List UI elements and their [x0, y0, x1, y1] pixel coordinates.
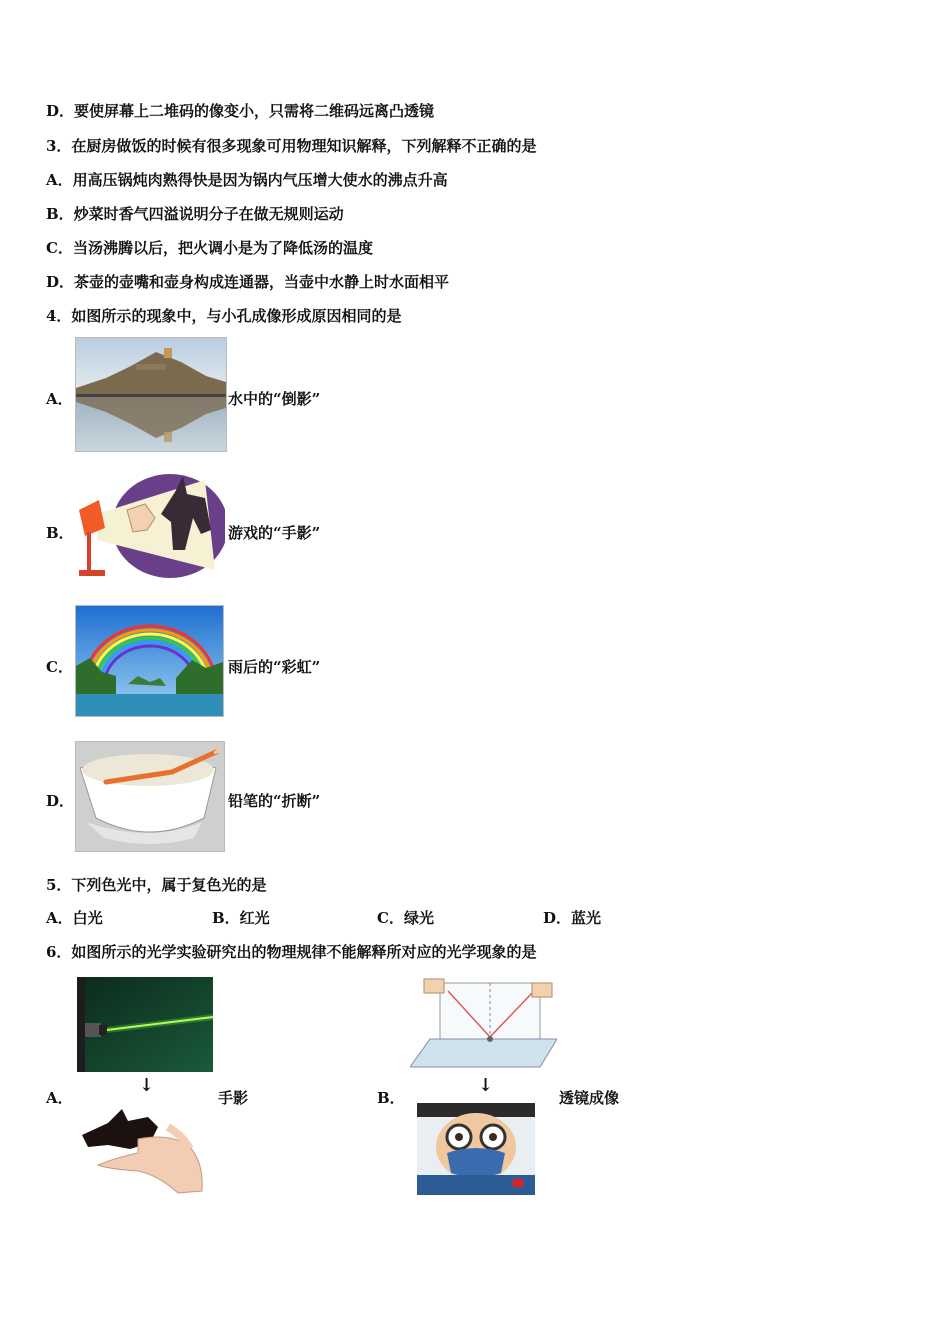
question-6: 6．如图所示的光学实验研究出的物理规律不能解释所对应的光学现象的是	[46, 943, 537, 961]
reflection-experiment-image	[410, 977, 557, 1069]
q4-option-d-label: D．	[46, 792, 75, 810]
question-3: 3．在厨房做饭的时候有很多现象可用物理知识解释，下列解释不正确的是	[46, 137, 537, 155]
q2-option-d: D．要使屏幕上二堆码的像变小，只需将二维码远离凸透镜	[46, 102, 435, 120]
question-4: 4．如图所示的现象中，与小孔成像形成原因相同的是	[46, 307, 402, 325]
q3-option-b: B．炒菜时香气四溢说明分子在做无规则运动	[46, 205, 344, 223]
rainbow-image	[75, 605, 224, 717]
q6-option-b-caption: 透镜成像	[559, 1089, 620, 1107]
q6-option-a-label: A．	[46, 1089, 73, 1107]
reflection-image	[75, 337, 227, 452]
q6-a-down-arrow-icon: ↓	[139, 1075, 155, 1096]
bent-pencil-image	[75, 741, 225, 852]
q3-option-a: A．用高压锅炖肉熟得快是因为锅内气压增大使水的沸点升高	[46, 171, 448, 189]
q5-option-b: B．红光	[212, 909, 270, 927]
q4-option-c-caption: 雨后的“彩虹”	[228, 658, 321, 676]
q3-option-d: D．茶壶的壶嘴和壶身构成连通器，当壶中水静上时水面相平	[46, 273, 450, 291]
q4-option-d-caption: 铅笔的“折断”	[228, 792, 321, 810]
question-5: 5．下列色光中，属于复色光的是	[46, 876, 267, 894]
q5-option-d: D．蓝光	[543, 909, 602, 927]
hand-shadow-image	[75, 470, 225, 582]
q3-option-c: C．当汤沸腾以后，把火调小是为了降低汤的温度	[46, 239, 373, 257]
q6-option-b-label: B．	[377, 1089, 405, 1107]
q5-option-c: C．绿光	[377, 909, 434, 927]
q6-b-down-arrow-icon: ↓	[478, 1075, 494, 1096]
child-lens-image	[417, 1103, 535, 1195]
hand-shadow-dog-image	[78, 1105, 206, 1197]
q4-option-a-caption: 水中的“倒影”	[228, 390, 321, 408]
laser-beam-image	[77, 977, 213, 1072]
q4-option-b-caption: 游戏的“手影”	[228, 524, 321, 542]
q4-option-c-label: C．	[46, 658, 73, 676]
q5-option-a: A．白光	[46, 909, 103, 927]
q6-option-a-caption: 手影	[218, 1089, 249, 1107]
q4-option-a-label: A．	[46, 390, 73, 408]
q4-option-b-label: B．	[46, 524, 74, 542]
